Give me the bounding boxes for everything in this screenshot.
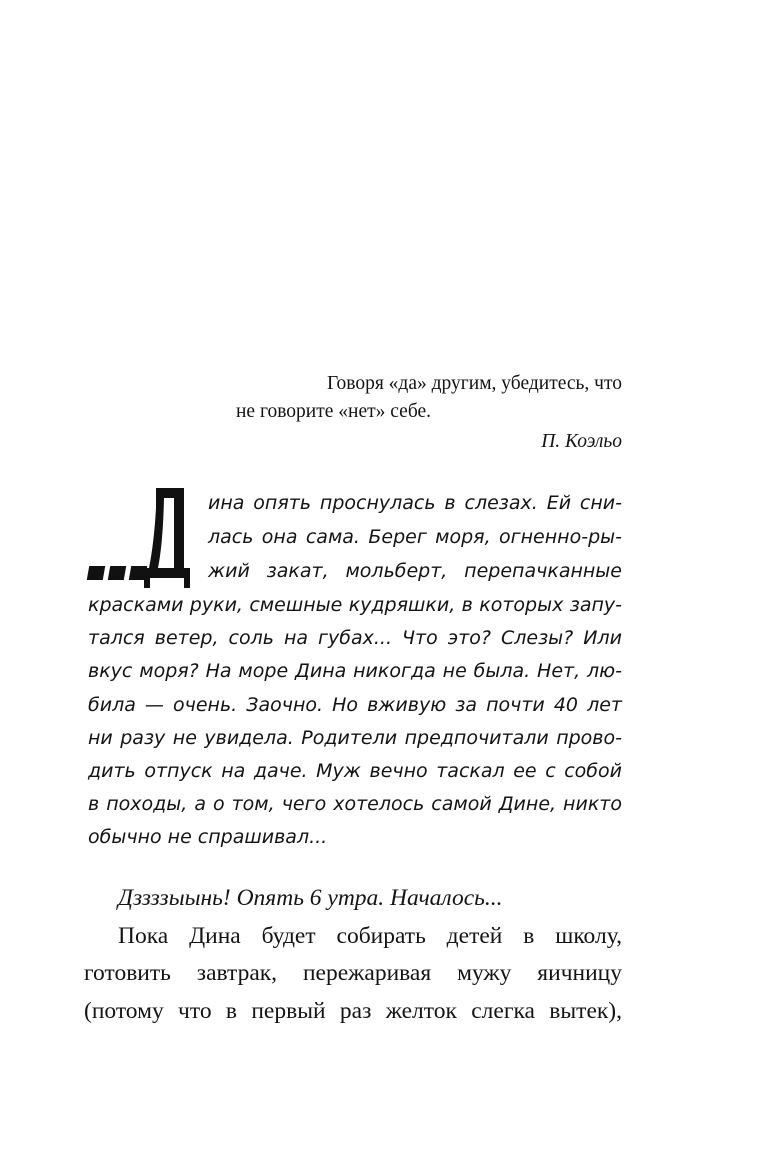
epigraph-line-1: Говоря «да» другим, убедитесь, что <box>326 373 622 394</box>
lead-line: ни разу не увидела. Родители предпочитали прово- <box>88 727 622 749</box>
lead-line: лась она сама. Берег моря, огненно-ры- <box>208 526 622 548</box>
epigraph-line-2: не говорите «нет» себе. <box>236 401 432 422</box>
lead-line: жий закат, мольберт, перепачканные <box>208 560 622 582</box>
lead-line: вкус моря? На море Дина никогда не была. Нет, лю- <box>88 660 622 682</box>
body-italic-line: Дззззыынь! Опять 6 утра. Началось... <box>118 885 503 911</box>
body-line: готовить завтрак, пережаривая мужу яичницу <box>84 960 622 986</box>
body-line: (потому что в первый раз желток слегка вытек), <box>84 997 622 1024</box>
body-text <box>84 880 622 1030</box>
lead-line: дить отпуск на даче. Муж вечно таскал ее с собой <box>88 760 622 782</box>
lead-line: обычно не спрашивал... <box>88 826 328 848</box>
lead-line: тался ветер, соль на губах... Что это? Слезы? Или <box>88 627 622 649</box>
epigraph-author: П. Коэльо <box>541 431 622 452</box>
lead-line: била — очень. Заочно. Но вживую за почти 40 лет <box>88 694 622 716</box>
body-line: Пока Дина будет собирать детей в школу, <box>118 922 622 949</box>
lead-line: в походы, а о том, чего хотелось самой Дине, никто <box>88 793 622 815</box>
lead-line: ина опять проснулась в слезах. Ей сни- <box>208 492 622 514</box>
lead-line: красками руки, смешные кудряшки, в которых запу- <box>88 594 622 616</box>
